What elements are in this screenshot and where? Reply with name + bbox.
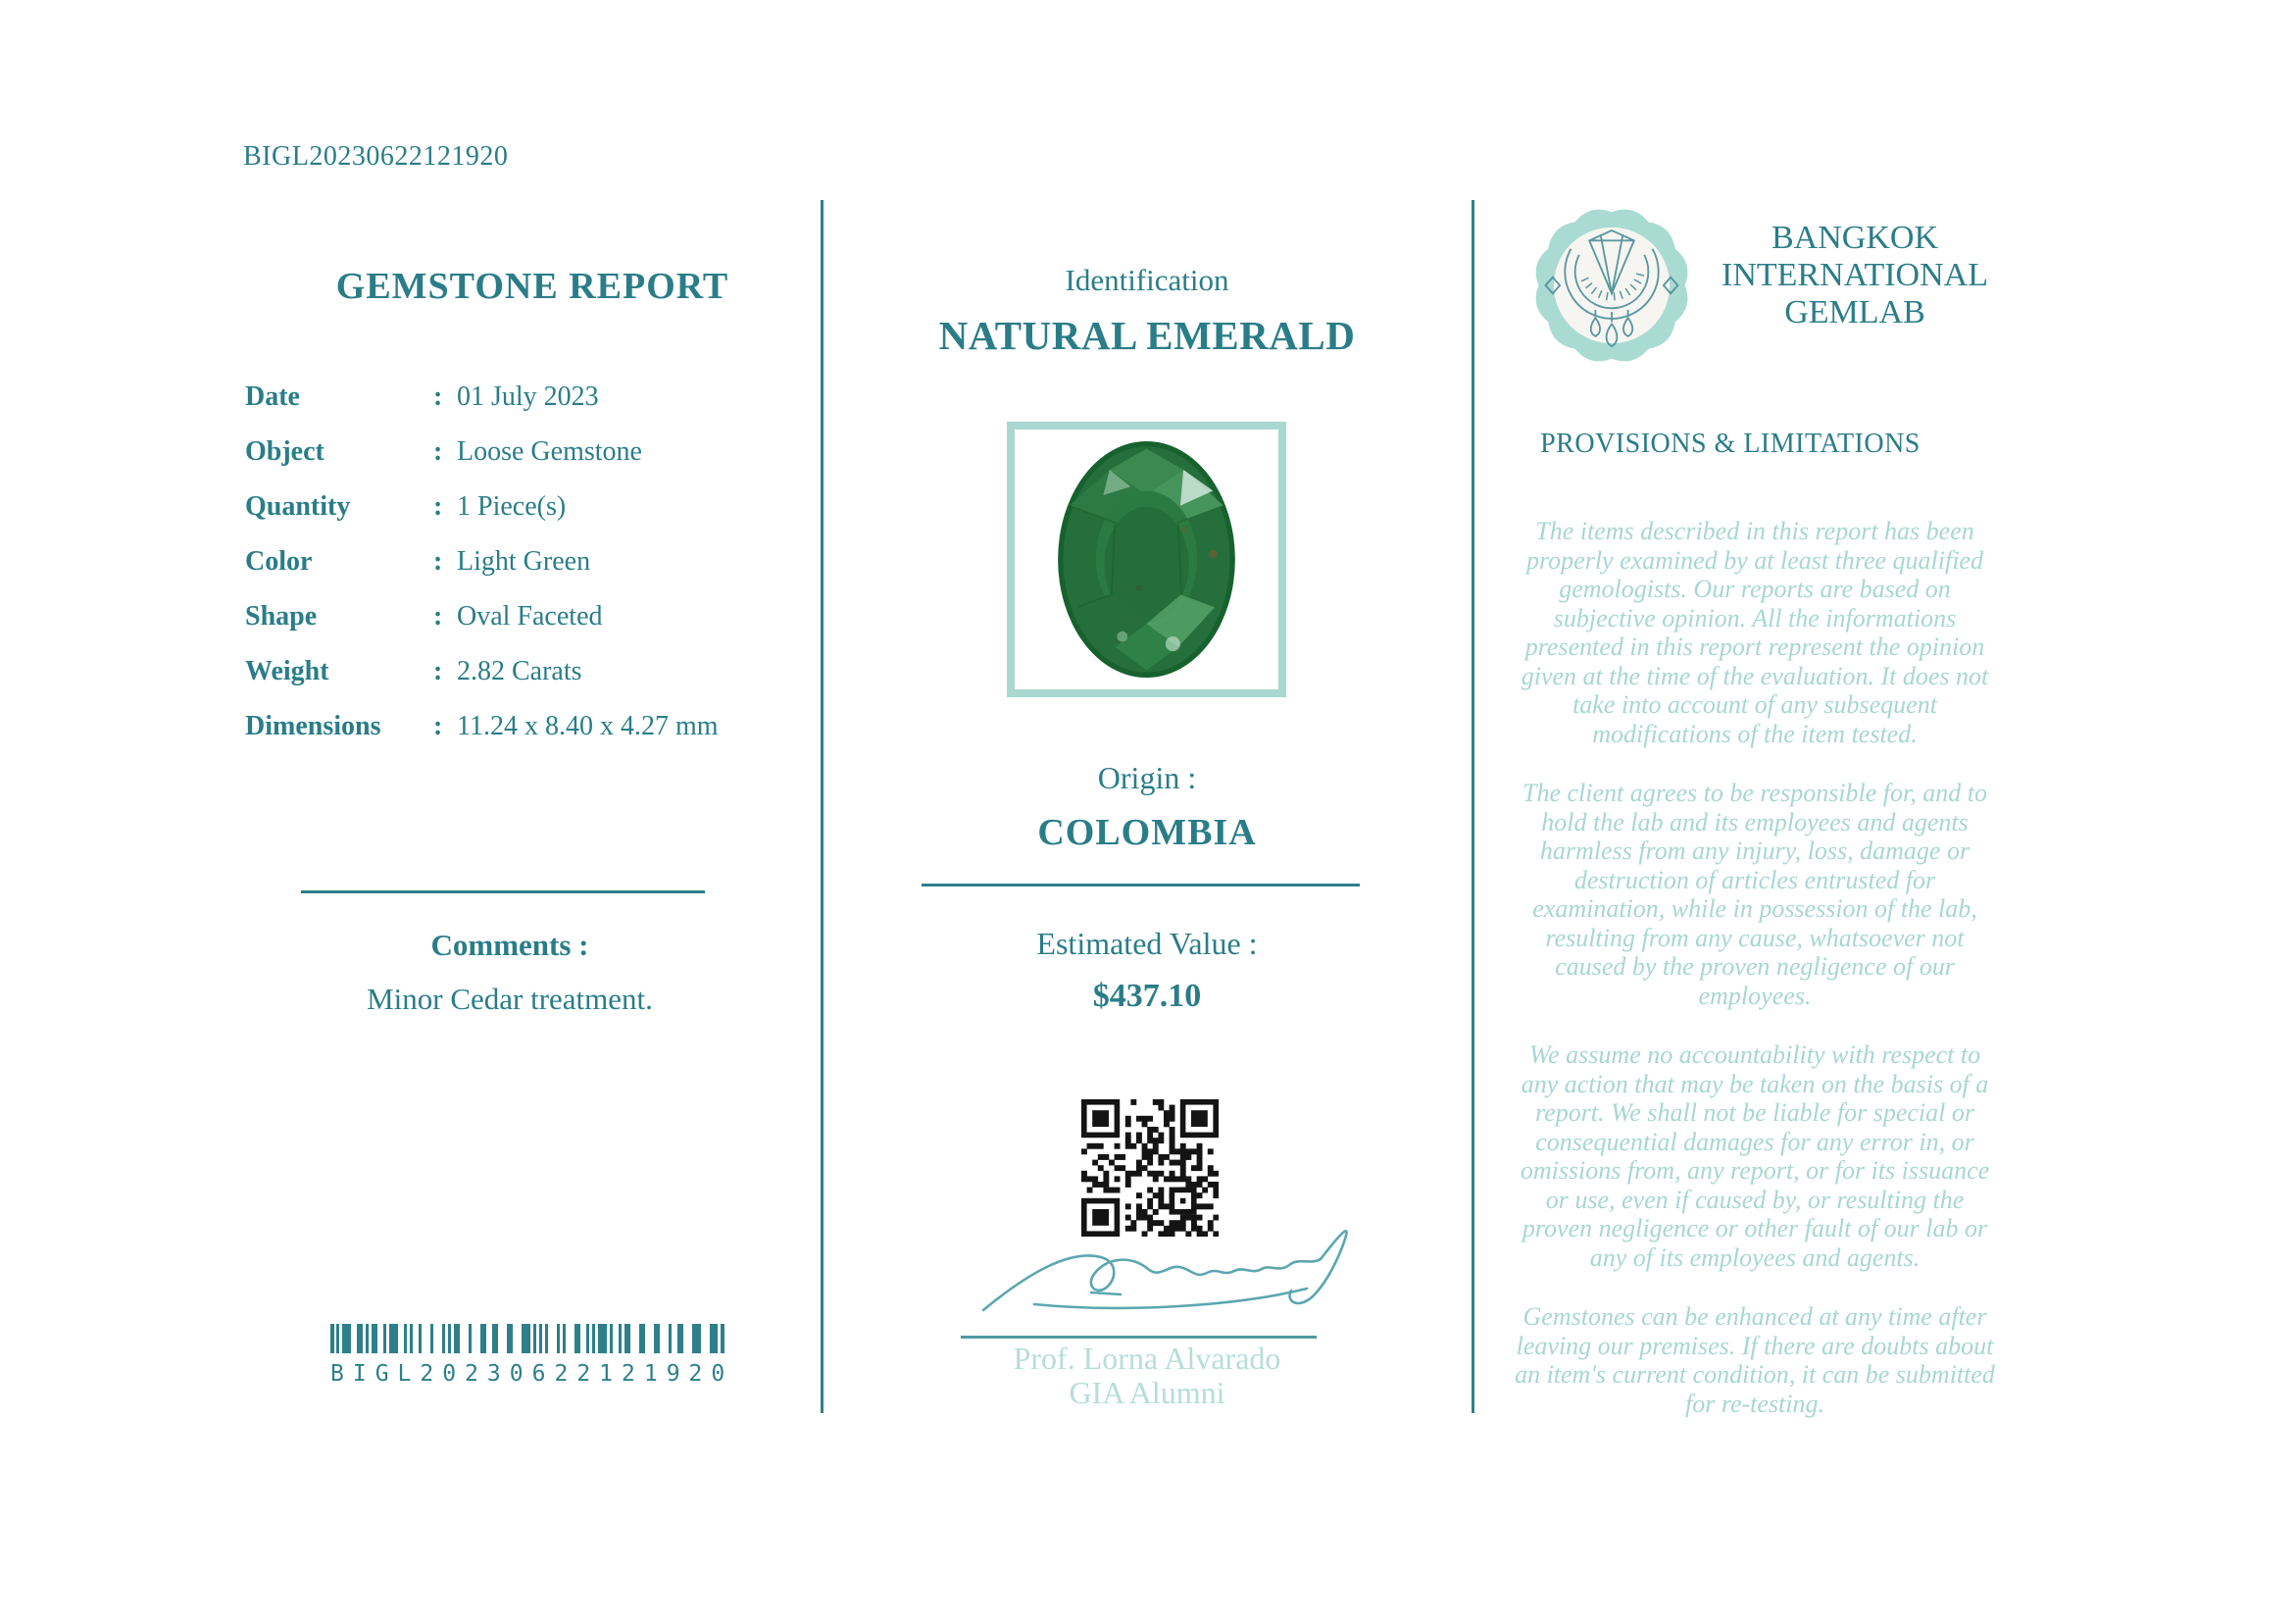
provisions-text [1510,517,2000,1448]
field-separator: : [433,381,443,412]
field-label: Quantity [245,491,351,522]
field-separator: : [433,436,443,467]
provisions-paragraph: Gemstones can be enhanced at any time after leaving our premises. If there are doubts about an item's current condition, it can be submitted for re-testing. [1515,1302,1995,1418]
field-value: 11.24 x 8.40 x 4.27 mm [457,711,719,741]
barcode [330,1324,734,1387]
signature-line [961,1336,1317,1339]
field-label: Color [245,546,313,577]
comments-text: Minor Cedar treatment. [367,982,653,1016]
gemstone-photo [1007,422,1286,697]
signatory-title: GIA Alumni [1069,1375,1225,1410]
field-separator: : [433,601,443,632]
provisions-heading: PROVISIONS & LIMITATIONS [1540,429,1921,459]
column-divider-right [1472,200,1474,1413]
signatory-name: Prof. Lorna Alvarado [1013,1341,1281,1376]
field-row-color [245,534,774,589]
barcode-text: BIGL20230622121920 [330,1361,734,1387]
report-fields [245,370,774,754]
field-value: Oval Faceted [457,601,603,632]
field-row-dimensions [245,699,774,754]
report-serial-number: BIGL20230622121920 [243,141,509,172]
provisions-paragraph: We assume no accountability with respect to any action that may be taken on the basis of a report. We shall not be liable for special or consequential damages for any error in, or omissions from, any report, or for its issuance or use, even if caused by, or resulting the proven negligence or other fault of our lab or any of its employees and agents. [1520,1040,1990,1272]
lab-logo gem-pendant-badge-icon [1530,204,1693,367]
field-value: 01 July 2023 [457,381,599,412]
report-title: GEMSTONE REPORT [335,266,729,307]
field-label: Dimensions [245,711,381,741]
barcode-graphic [330,1324,728,1353]
origin-heading: Origin : [1097,760,1197,795]
field-separator: : [433,656,443,686]
signature-image [975,1216,1368,1334]
field-row-object [245,425,774,480]
emerald-gem-image [1015,430,1278,689]
identification-result: NATURAL EMERALD [938,313,1356,358]
field-value: 1 Piece(s) [457,491,567,522]
field-label: Object [245,436,324,467]
field-value: Light Green [457,546,591,577]
field-separator: : [433,491,443,522]
field-row-weight [245,644,774,699]
provisions-paragraph: The client agrees to be responsible for, and to hold the lab and its employees and agents harmless from any injury, loss, damage or destruction of articles entrusted for examination, while in possession of the lab, resulting from any cause, whatsoever not caused by the proven negligence of our employees. [1522,779,1987,1010]
origin-value: COLOMBIA [1037,812,1257,853]
field-label: Shape [245,601,318,632]
field-label: Weight [245,656,329,686]
comments-divider-line [301,890,705,893]
middle-divider-line [922,884,1360,886]
estimated-value-heading: Estimated Value : [1036,926,1258,961]
lab-name-line: BANGKOK [1772,220,1938,256]
field-separator: : [433,546,443,577]
lab-name [1703,220,2007,331]
comments-heading: Comments : [430,928,589,962]
estimated-value: $437.10 [1092,978,1202,1014]
field-row-shape [245,589,774,644]
field-row-quantity [245,480,774,534]
field-label: Date [245,381,300,412]
field-value: 2.82 Carats [457,656,582,686]
field-value: Loose Gemstone [457,436,642,467]
lab-name-line: GEMLAB [1784,294,1925,330]
lab-name-line: INTERNATIONAL [1722,257,1988,293]
field-row-date [245,370,774,425]
field-separator: : [433,711,443,741]
provisions-paragraph: The items described in this report has been properly examined by at least three qualified gemologists. Our reports are based on subjective opinion. All the informations presented in this report represent the opinion given at the time of the evaluation. It does not take into account of any subsequent modifications of the item tested. [1521,517,1989,748]
identification-heading: Identification [1065,263,1229,297]
column-divider-left [821,200,824,1413]
